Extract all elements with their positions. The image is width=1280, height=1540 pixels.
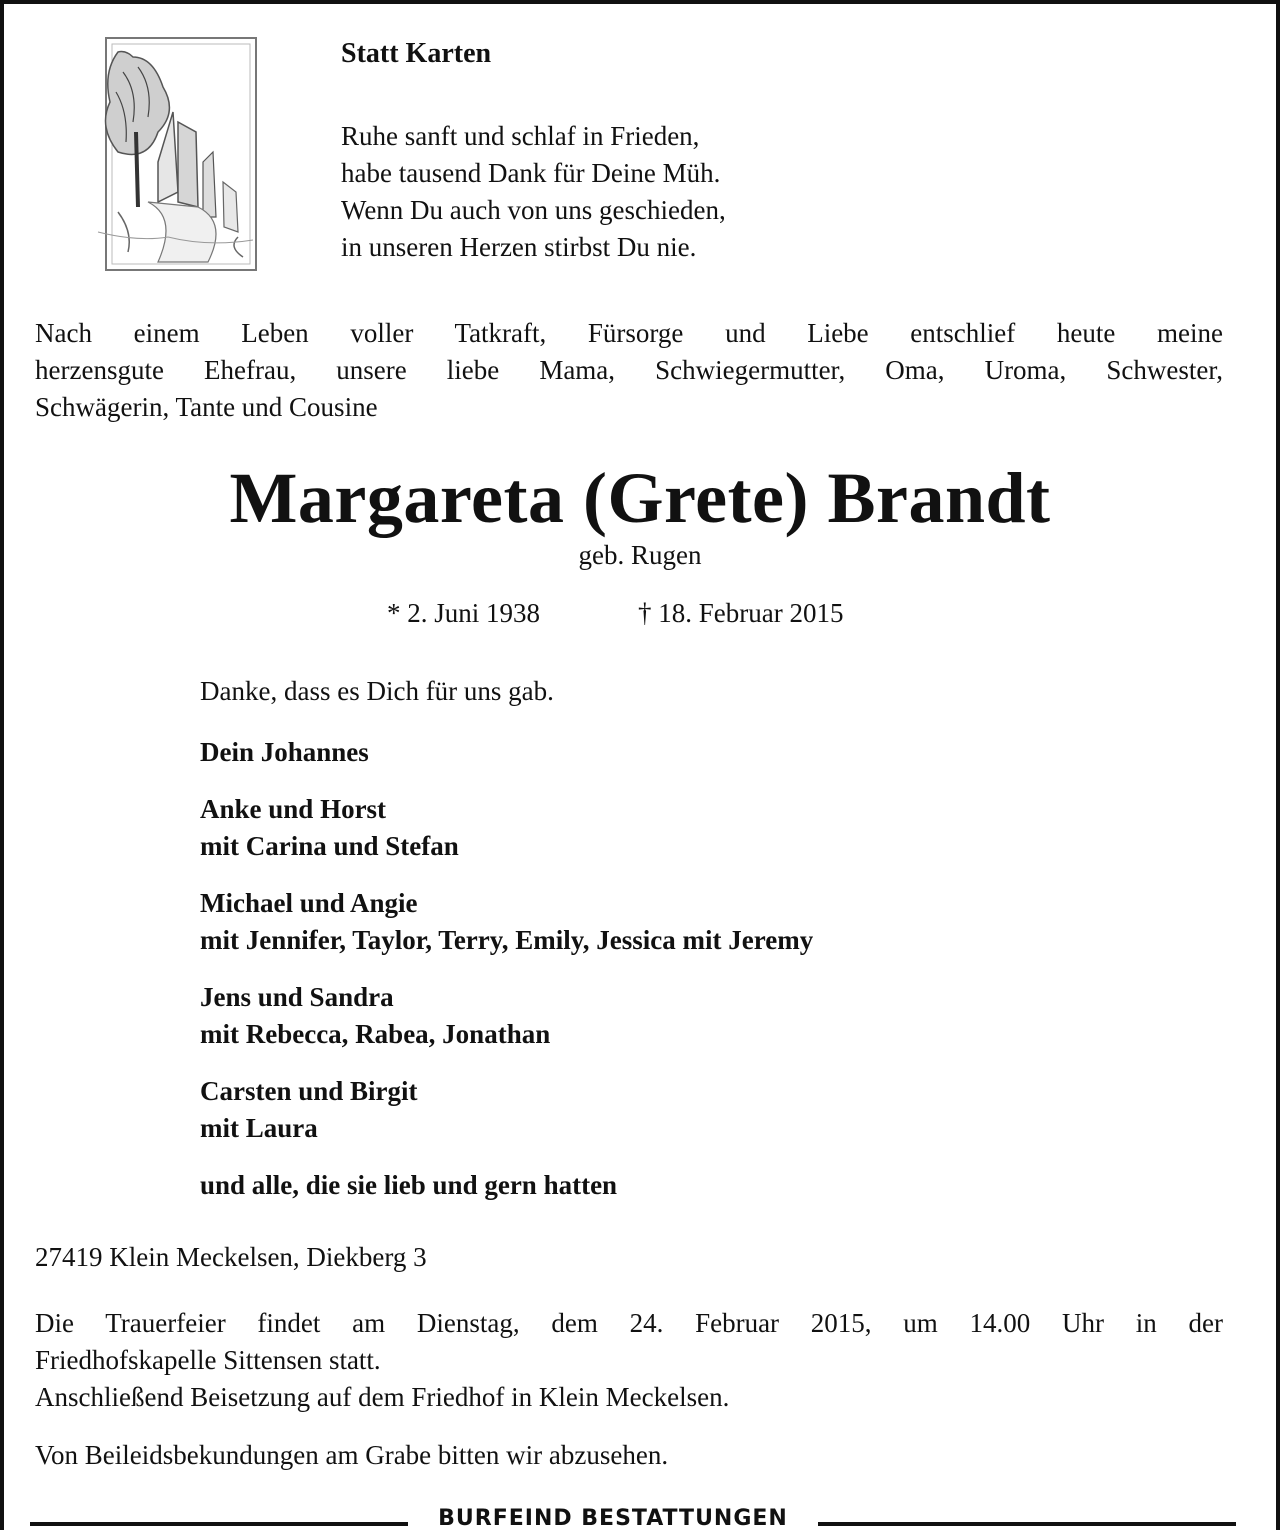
mourner-line: mit Carina und Stefan bbox=[200, 831, 459, 861]
mourner-group bbox=[200, 885, 813, 959]
intro-line: Nach einem Leben voller Tatkraft, Fürsorge und Liebe entschlief heute meine bbox=[35, 318, 1223, 348]
mourner-line: Jens und Sandra bbox=[200, 982, 394, 1012]
service-line: Anschließend Beisetzung auf dem Friedhof in Klein Meckelsen. bbox=[35, 1382, 730, 1412]
mourner-line: und alle, die sie lieb und gern hatten bbox=[200, 1170, 618, 1200]
thanks-line: Danke, dass es Dich für uns gab. bbox=[200, 676, 554, 706]
mourner-line: mit Laura bbox=[200, 1113, 318, 1143]
death-date: † 18. Februar 2015 bbox=[638, 598, 844, 628]
mourner-line: mit Jennifer, Taylor, Terry, Emily, Jessica mit Jeremy bbox=[200, 925, 814, 955]
intro-paragraph bbox=[35, 315, 1223, 426]
mourner-group bbox=[200, 791, 813, 865]
footer-rule bbox=[818, 1522, 1236, 1526]
tree-and-path-illustration bbox=[78, 32, 268, 277]
mourner-line: Dein Johannes bbox=[200, 737, 369, 767]
intro-line: herzensgute Ehefrau, unsere liebe Mama, Schwiegermutter, Oma, Uroma, Schwester, bbox=[35, 355, 1223, 385]
footer bbox=[4, 1504, 1276, 1540]
mourner-group bbox=[200, 734, 813, 771]
mourner-group bbox=[200, 1073, 813, 1147]
maiden-name: geb. Rugen bbox=[578, 540, 702, 570]
poem-line: Wenn Du auch von uns geschieden, bbox=[341, 195, 726, 225]
intro-line: Schwägerin, Tante und Cousine bbox=[35, 392, 378, 422]
poem-line: habe tausend Dank für Deine Müh. bbox=[341, 158, 721, 188]
funeral-home-name: BURFEIND BESTATTUNGEN bbox=[438, 1506, 788, 1531]
service-details bbox=[35, 1305, 1223, 1416]
deceased-name: Margareta (Grete) Brandt bbox=[229, 458, 1051, 538]
service-line: Die Trauerfeier findet am Dienstag, dem 24. Februar 2015, um 14.00 Uhr in der bbox=[35, 1308, 1223, 1338]
poem-line: Ruhe sanft und schlaf in Frieden, bbox=[341, 121, 700, 151]
mourners-list bbox=[200, 734, 813, 1224]
header-label: Statt Karten bbox=[341, 38, 492, 69]
mourner-group bbox=[200, 979, 813, 1053]
mourner-line: Anke und Horst bbox=[200, 794, 387, 824]
birth-date: * 2. Juni 1938 bbox=[387, 598, 541, 628]
mourner-line: Michael und Angie bbox=[200, 888, 418, 918]
mourner-group bbox=[200, 1167, 813, 1204]
condolence-request: Von Beileidsbekundungen am Grabe bitten wir abzusehen. bbox=[35, 1440, 669, 1470]
mourner-line: mit Rebecca, Rabea, Jonathan bbox=[200, 1019, 551, 1049]
poem bbox=[341, 118, 726, 266]
family-address: 27419 Klein Meckelsen, Diekberg 3 bbox=[35, 1242, 427, 1272]
mourner-line: Carsten und Birgit bbox=[200, 1076, 418, 1106]
footer-rule bbox=[30, 1522, 408, 1526]
poem-line: in unseren Herzen stirbst Du nie. bbox=[341, 232, 697, 262]
service-line: Friedhofskapelle Sittensen statt. bbox=[35, 1345, 381, 1375]
